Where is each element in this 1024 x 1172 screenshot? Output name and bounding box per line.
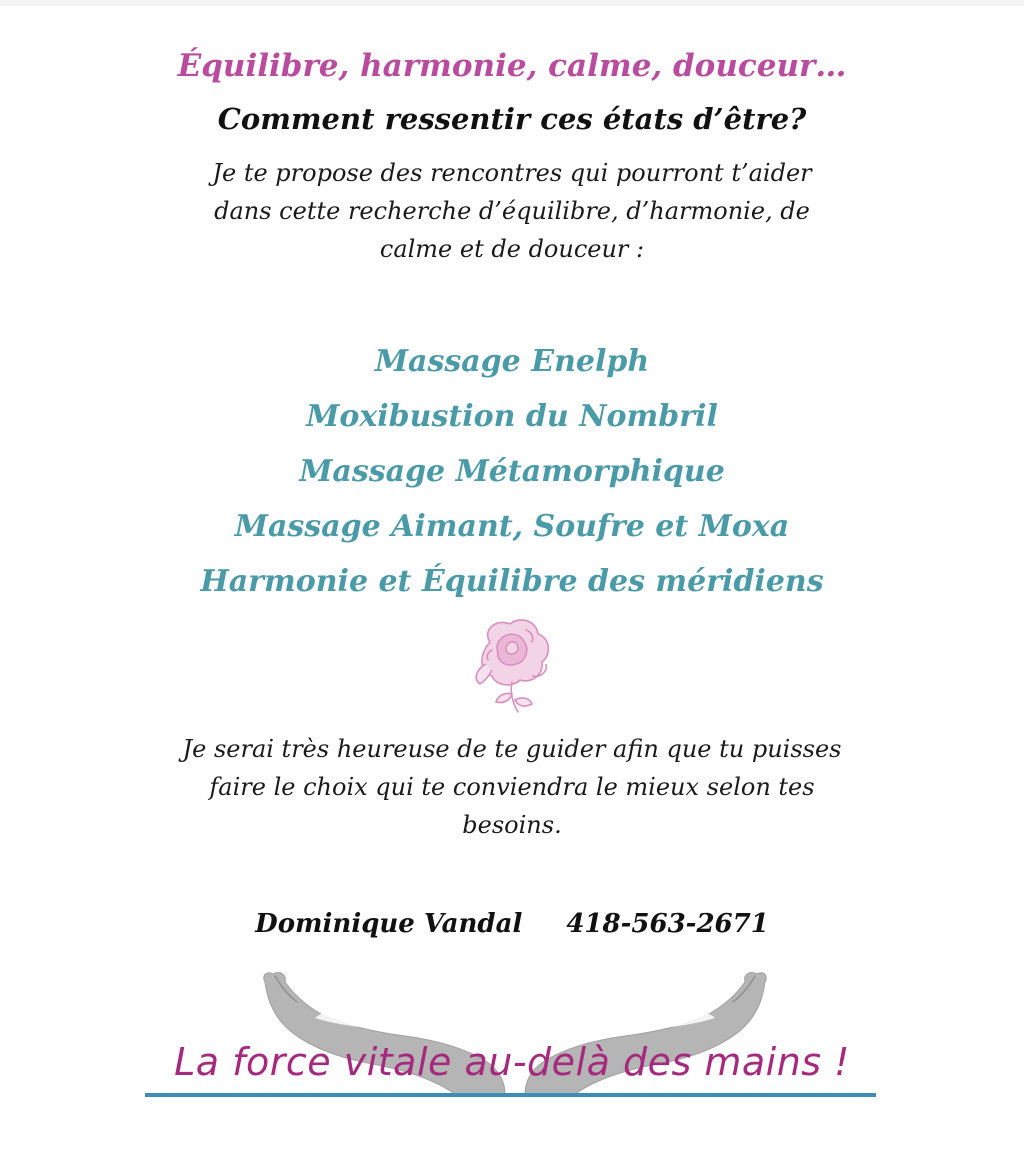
intro-line: calme et de douceur : bbox=[379, 235, 645, 263]
intro-line: Je te propose des rencontres qui pourront t’aider bbox=[212, 159, 812, 187]
tagline: La force vitale au-delà des mains ! bbox=[174, 1040, 850, 1084]
rose-icon bbox=[462, 612, 562, 716]
question-title: Comment ressentir ces états d’être? bbox=[217, 102, 807, 136]
contact-name: Dominique Vandal bbox=[255, 909, 523, 939]
service-item-metamorphique: Massage Métamorphique bbox=[299, 454, 725, 489]
service-item-aimant-soufre-moxa: Massage Aimant, Soufre et Moxa bbox=[234, 509, 790, 544]
contact-phone: 418-563-2671 bbox=[566, 909, 769, 939]
intro-line: dans cette recherche d’équilibre, d’harmonie, de bbox=[214, 197, 810, 225]
closing-paragraph bbox=[130, 730, 894, 844]
closing-line: faire le choix qui te conviendra le mieux selon tes bbox=[209, 773, 815, 801]
service-item-meridiens: Harmonie et Équilibre des méridiens bbox=[200, 564, 824, 599]
headline: Équilibre, harmonie, calme, douceur… bbox=[177, 48, 847, 84]
service-item-moxibustion: Moxibustion du Nombril bbox=[306, 399, 718, 434]
service-item-enelph: Massage Enelph bbox=[374, 344, 650, 379]
closing-line: Je serai très heureuse de te guider afin que tu puisses bbox=[182, 735, 842, 763]
contact-line bbox=[0, 904, 1024, 944]
services-list bbox=[0, 334, 1024, 609]
closing-line: besoins. bbox=[462, 811, 562, 839]
intro-paragraph bbox=[150, 154, 874, 268]
footer-divider bbox=[145, 1093, 876, 1097]
